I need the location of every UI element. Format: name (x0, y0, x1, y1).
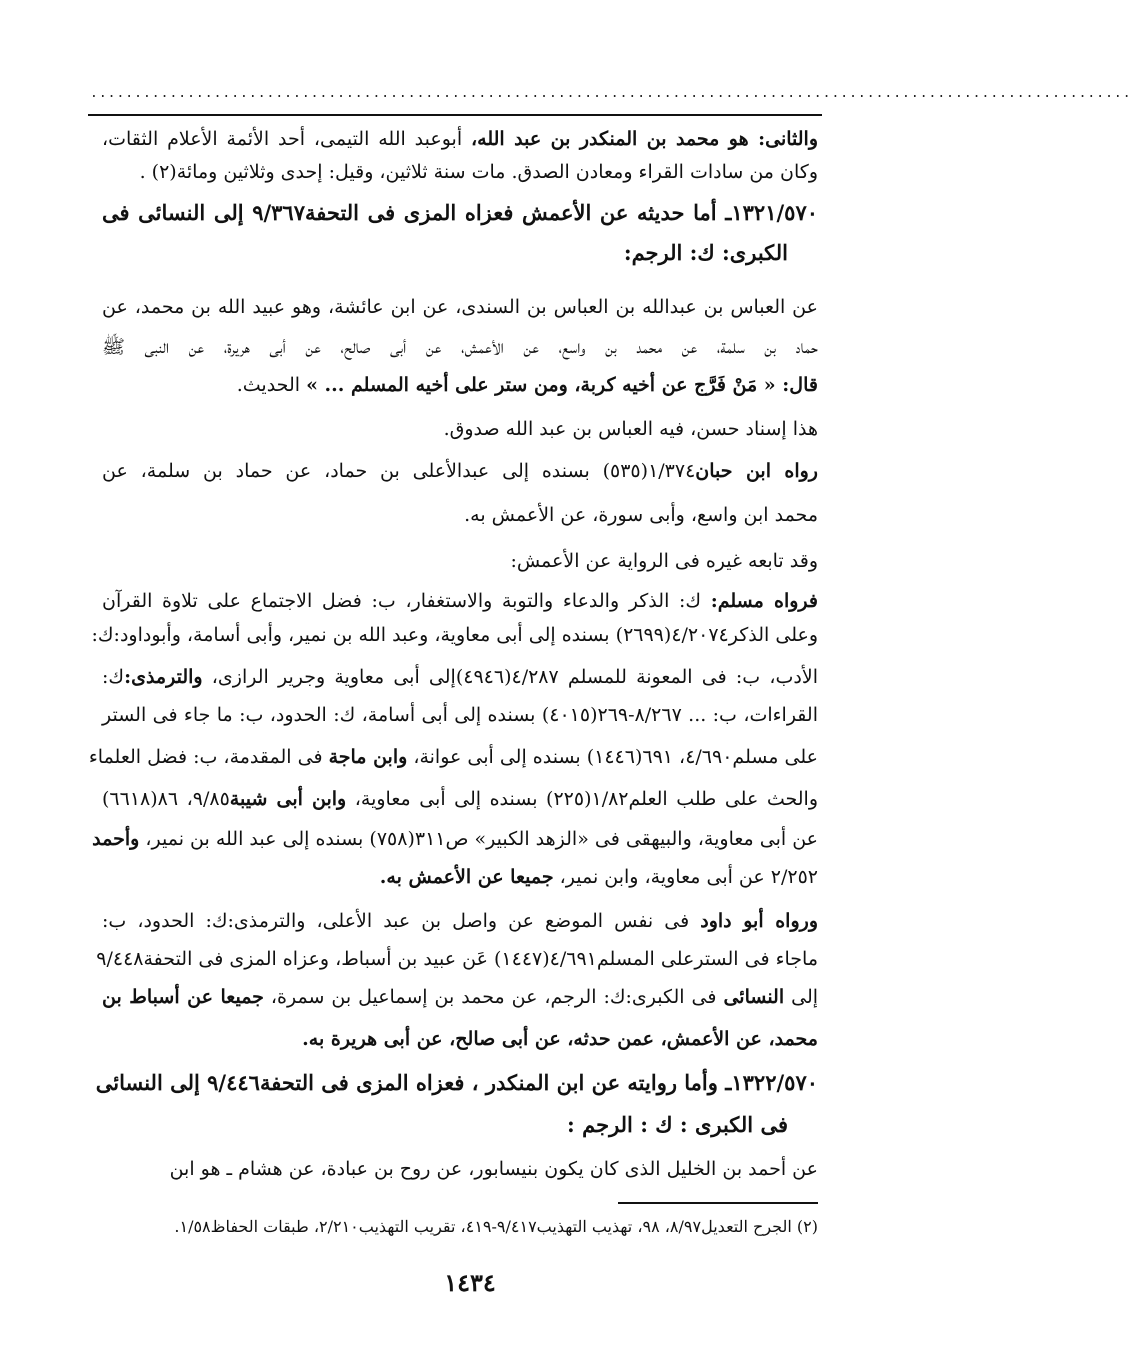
bold-text: والثانى: هو محمد بن المنكدر بن عبد الله، (471, 128, 818, 150)
bold-text: ١٣٢٢/٥٧٠ـ وأما روايته عن ابن المنكدر (485, 1070, 818, 1095)
page-number: ١٤٣٤ (444, 1268, 496, 1297)
text-segment: وعلى الذكر٤/٢٠٧٤(٢٦٩٩) بسنده إلى أبى معاوية، وعبد الله بن نمير، وأبى أسامة، وأبوداود:ك: (91, 624, 818, 646)
bold-text: وأحمد (92, 828, 140, 850)
text-line (102, 196, 818, 230)
text-segment: حماد بن سلمة، عن محمد بن واسع، عن الأعمش، عن أبى صالح، عن أبى هريرة، عن النبى ﷺ (102, 336, 818, 358)
text-segment: ٩/٨٥، ٨٦(٦٦١٨) (102, 788, 230, 810)
text-line (102, 860, 818, 894)
text-segment: فى الكبرى:ك: الرجم، عن محمد بن إسماعيل بن سمرة، (263, 986, 724, 1008)
text-segment: والحث على طلب العلم١/٨٢(٢٢٥) بسنده إلى أبى معاوية، (346, 788, 819, 810)
text-segment: ماجاء فى السترعلى المسلم٤/٦٩١(١٤٤٧) عَن عبيد بن أسباط، وعزاه المزى فى التحفة٩/٤٤٨ (96, 948, 818, 970)
text-line (102, 236, 788, 270)
text-segment: ك: الذكر والدعاء والتوبة والاستغفار، ب: فضل الاجتماع على تلاوة القرآن (102, 590, 711, 612)
bold-text: محمد، عن الأعمش، عمن حدثه، عن أبى صالح، عن أبى هريرة به. (302, 1028, 818, 1050)
text-line (102, 155, 818, 189)
text-line (102, 1108, 788, 1142)
text-segment: فى المقدمة، ب: فضل العلماء (88, 746, 329, 768)
text-line (102, 412, 818, 446)
text-segment: إلى (784, 986, 819, 1008)
text-segment: أبوعبد الله التيمى، أحد الأئمة الأعلام الثقات، (102, 128, 471, 150)
footnote-separator (618, 1202, 818, 1204)
text-segment: فى نفس الموضع عن واصل بن عبد الأعلى، والترمذى:ك: الحدود، ب: (102, 910, 701, 932)
text-segment: على مسلم٤/٦٩٠، ٦٩١(١٤٤٦) بسنده إلى أبى عوانة، (407, 746, 818, 768)
text-line (102, 782, 818, 816)
text-segment: ك: الرجم: (623, 240, 723, 265)
bold-text: والترمذى: (124, 666, 203, 688)
bold-text: رواه ابن حبان (695, 460, 818, 482)
text-line (102, 1152, 818, 1186)
bold-text: وابن ماجة (328, 746, 408, 768)
text-segment: ، فعزاه المزى فى التحفة٩/٤٤٦ إلى (162, 1070, 486, 1095)
text-line (88, 740, 818, 774)
text-line (102, 290, 818, 324)
bold-text: النسائى (723, 986, 785, 1008)
text-line (102, 698, 818, 732)
text-line (92, 822, 818, 856)
text-line (102, 368, 818, 402)
text-line (102, 544, 818, 578)
text-line (102, 980, 818, 1014)
text-line (102, 454, 818, 488)
header-dotted-line: ...................................................................................................................... (90, 86, 1132, 101)
text-line (102, 584, 818, 618)
text-line (102, 1022, 818, 1056)
text-segment: محمد ابن واسع، وأبى سورة، عن الأعمش به. (464, 504, 818, 526)
text-segment: هذا إسناد حسن، فيه العباس بن عبد الله صدوق. (443, 418, 818, 440)
header-rule (88, 114, 822, 116)
text-segment: عن العباس بن عبدالله بن العباس بن السندى، عن ابن عائشة، وهو عبيد الله بن محمد، عن (102, 296, 818, 318)
text-segment: وكان من سادات القراء ومعادن الصدق. مات سنة ثلاثين، وقيل: إحدى وثلاثين ومائة(٢) . (139, 161, 818, 183)
bold-text: النسائى (95, 1070, 163, 1095)
bold-text: وابن أبى شيبة (229, 788, 347, 810)
bold-text: جميعا عن الأعمش به. (379, 866, 554, 888)
bold-text: ورواه أبو داود (700, 910, 818, 932)
text-line (91, 618, 818, 652)
text-line (102, 904, 818, 938)
bold-text: الكبرى: (722, 240, 788, 265)
text-line (102, 330, 818, 364)
text-segment: القراءات، ب: ... ٨/٢٦٧-٢٦٩(٤٠١٥) بسنده إلى أبى أسامة، ك: الحدود، ب: ما جاء فى الستر (102, 704, 818, 726)
text-line (95, 1066, 818, 1100)
text-line (96, 942, 818, 976)
text-line (102, 660, 818, 694)
footnote: (٢) الجرح التعديل٨/٩٧، ٩٨، تهذيب التهذيب٩/٤١٧-٤١٩، تقريب التهذيب٢/٢١٠، طبقات الحفاظ١/٥٨. (174, 1217, 818, 1236)
text-segment: ٢/٢٥٢ عن أبى معاوية، وابن نمير، (553, 866, 818, 888)
text-segment: عن أحمد بن الخليل الذى كان يكون بنيسابور، عن روح بن عبادة، عن هشام ـ هو ابن (169, 1158, 818, 1180)
text-line (102, 498, 818, 532)
text-segment: فى الكبرى : ك : الرجم : (567, 1112, 788, 1137)
text-segment: الحديث. (236, 374, 307, 396)
bold-text: فرواه مسلم: (710, 590, 818, 612)
text-line (102, 122, 818, 156)
text-segment: ١/٣٧٤(٥٣٥) بسنده إلى عبدالأعلى بن حماد، عن حماد بن سلمة، عن (102, 460, 696, 482)
text-segment: ك: (102, 666, 125, 688)
text-segment: وقد تابعه غيره فى الرواية عن الأعمش: (510, 550, 818, 572)
bold-text: ١٣٢١/٥٧٠ـ أما حديثه عن الأعمش فعزاه المزى فى التحفة٩/٣٦٧ إلى النسائى فى (102, 200, 818, 225)
bold-text: جميعا عن أسباط بن (102, 986, 264, 1008)
text-segment: الأدب، ب: فى المعونة للمسلم ٤/٢٨٧(٤٩٤٦)إلى أبى معاوية وجرير الرازى، (202, 666, 818, 688)
bold-text: قال: « مَنْ فَرَّج عن أخيه كربة، ومن ستر على أخيه المسلم ... » (306, 374, 818, 396)
text-segment: عن أبى معاوية، والبيهقى فى «الزهد الكبير» ص٣١١(٧٥٨) بسنده إلى عبد الله بن نمير، (139, 828, 818, 850)
